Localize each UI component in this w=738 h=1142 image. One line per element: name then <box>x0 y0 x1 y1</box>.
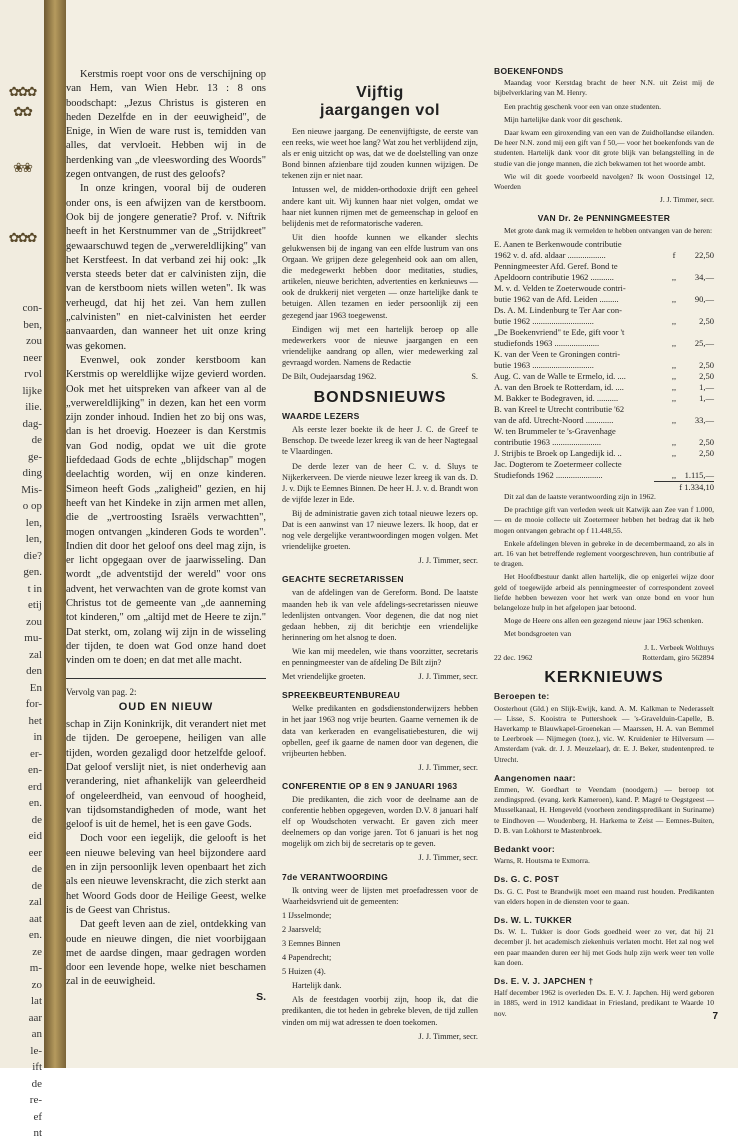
subheading: 7de VERANTWOORDING <box>282 871 388 882</box>
subheading: VAN Dr. 2e PENNINGMEESTER <box>537 213 671 224</box>
ledger-currency: ,, <box>671 392 677 403</box>
word-fragment: lat <box>31 995 42 1007</box>
ledger-amount: 2,50 <box>699 315 714 326</box>
signature-date: De Bilt, Oudejaarsdag 1962. <box>282 371 377 381</box>
ledger-currency: ,, <box>671 381 677 392</box>
paragraph: Dit zal dan de laatste verantwoording zijn in 1962. <box>504 492 656 502</box>
word-fragment: erd <box>27 780 42 793</box>
signature: J. J. Timmer, secr. <box>659 195 714 205</box>
word-fragment: ding <box>22 467 42 479</box>
word-fragment: aat <box>29 912 42 925</box>
ledger-amount <box>680 459 714 470</box>
word-fragment: neer <box>23 351 42 364</box>
ledger-description: butie 1962 van de Afd. Leiden ......... <box>494 293 619 304</box>
subheading: Aangenomen naar: <box>494 772 576 783</box>
word-fragment: den <box>26 665 42 677</box>
ledger-amount <box>680 305 714 316</box>
word-fragment: het <box>28 714 42 727</box>
ledger-description: E. Aanen te Berkenwoude contributie <box>494 238 622 249</box>
paragraph: Moge de Heere ons allen een gezegend nieuw jaar 1963 schenken. <box>504 616 704 626</box>
word-fragment: len, <box>25 533 42 545</box>
word-fragment: re- <box>29 1094 42 1106</box>
ledger-description: Penningmeester Afd. Geref. Bond te <box>494 260 618 271</box>
table-row <box>494 470 714 481</box>
ledger-description: Apeldoorn contributie 1962 ........... <box>494 271 614 282</box>
word-fragment: ift <box>32 1061 42 1073</box>
ledger-description: Studiefonds 1962 ...................... <box>494 469 603 480</box>
ledger-currency <box>668 459 680 470</box>
ledger-currency <box>668 404 680 415</box>
word-fragment: eer <box>28 846 42 859</box>
ledger-description: Aug. C. van de Walle te Ermelo, id. .... <box>494 370 626 381</box>
paragraph: van de afdelingen van de Gereform. Bond. De laatste maanden heb ik van vele afdelings-secretarissen nieuwe ledenlijsten ontvangen. Voor degenen, die dat nog niet gedaan hebben, zij dit berichtje een vriendelijke herinnering om het alsnog te doen. <box>282 588 478 642</box>
ornament-icon: ✿✿✿ <box>8 84 36 99</box>
word-fragment: lijke <box>22 384 42 397</box>
paragraph: Wie kan mij meedelen, wie thans voorzitter, secretaris en penningmeester van de afdeling De Bilt zijn? <box>282 646 478 668</box>
ledger-currency: ,, <box>671 315 677 326</box>
paragraph: Emmen, W. Goedhart te Veendam (noodgem.) — beroep tot zendingspred. (evang. kerk Kameroen), kand. P. Magré te Oegstgeest — Musselkanaal, H. Hengeveld (voorheen zendingspredikant in Suriname) te Eindhoven — Woudenberg, H. Harkema te Zeist — Eemnes-Buiten, D. B. van Lokhorst te Mastenbroek. <box>494 784 714 835</box>
ledger-description: 1962 v. d. afd. aldaar .................. <box>494 249 606 260</box>
paragraph: Bij de administratie gaven zich totaal nieuwe lezers op. Dat is een aanwinst van 17 nieuwe lezers. Ik hoop, dat er nog vele dergelijke verantwoordingen mogen volgen. Met vriendelijke groeten. <box>282 508 478 552</box>
ledger-amount: 2,50 <box>699 359 714 370</box>
word-fragment: Mis- <box>21 483 42 496</box>
column-boekenfonds-kerknieuws <box>494 64 714 1022</box>
ledger-amount <box>680 349 714 360</box>
table-row <box>494 459 714 470</box>
paragraph: Ik ontving weer de lijsten met proefadressen voor de Waarheidsvriend uit de gemeenten: <box>282 885 478 906</box>
table-row <box>494 448 714 459</box>
word-fragment: ilie. <box>25 401 42 413</box>
word-fragment: zal <box>29 896 42 908</box>
ledger-amount: 25,— <box>694 337 714 348</box>
ledger-currency <box>668 239 680 250</box>
ledger-amount: 1.115,— <box>684 469 714 480</box>
ledger-currency <box>668 305 680 316</box>
word-fragment: de <box>31 1077 42 1090</box>
ledger-amount <box>680 404 714 415</box>
signature-name: S. <box>471 371 478 381</box>
ledger-amount <box>680 239 714 250</box>
ledger-currency: ,, <box>671 436 677 447</box>
word-fragment: dag- <box>22 417 42 430</box>
table-row <box>494 371 714 382</box>
word-fragment: de <box>31 434 42 446</box>
paragraph: De prachtige gift van verleden week uit Katwijk aan Zee van f 1.000,— en de mooie collecte uit Zoetermeer hebben het bedrag dat ik heb mogen ontvangen gebracht op f 11.448,55. <box>494 505 714 535</box>
ledger-description: K. van der Veen te Groningen contri- <box>494 348 621 359</box>
ornament-icon: ✿✿✿ <box>8 230 36 245</box>
word-fragment: rvol <box>24 368 42 380</box>
list-item: 4 Papendrecht; <box>282 953 332 963</box>
subheading: WAARDE LEZERS <box>282 411 360 422</box>
ledger-description: Jac. Dogterom te Zoetermeer collecte <box>494 458 622 469</box>
previous-page-edge <box>0 0 45 1139</box>
signature-name: J. J. Timmer, secr. <box>418 672 478 682</box>
paragraph: Uit dien hoofde kunnen we elkander slechts gelukwensen bij de ingang van een elfde lustrum van ons Orgaan. We grijpen deze gelegenheid ook aan om allen, die medegewerkt hebben door meditaties, studies, artikelen, nieuwe berichten, advertenties en kerknieuws — ook de drukkerij niet vergeten — onze hartelijke dank te betuigen. Allen tezamen en ieder persoonlijk zij een gezegend jaar 1963 toegewenst. <box>282 232 478 320</box>
word-fragment: etij <box>27 599 42 611</box>
ledger-description: J. Strijbis te Broek op Langedijk id. .. <box>494 447 622 458</box>
subheading: CONFERENTIE OP 8 EN 9 JANUARI 1963 <box>282 780 458 791</box>
table-row <box>494 404 714 415</box>
list-item: 1 IJsselmonde; <box>282 910 332 920</box>
ledger-currency: ,, <box>671 414 677 425</box>
paragraph: Intussen wel, de midden-orthodoxie drijft een geheel andere kant uit. Wij kunnen haar niet volgen, omdat we haar niet kunnen rijmen met de gemeenschap in geloof en belijdenis met de reformatorische vaderen. <box>282 185 478 228</box>
paragraph: Warns, R. Houtsma te Exmorra. <box>494 856 590 866</box>
ledger-amount <box>680 283 714 294</box>
ledger-total: f 1.334,10 <box>654 481 714 492</box>
signature-address: Rotterdam, giro 562894 <box>642 652 714 662</box>
subheading: SPREEKBEURTENBUREAU <box>282 690 401 701</box>
word-fragment: le- <box>30 1044 42 1057</box>
ledger-currency: ,, <box>671 469 677 480</box>
word-fragment: En <box>29 681 42 694</box>
word-fragment: de <box>31 879 42 892</box>
column-bondsnieuws <box>282 64 478 1045</box>
paragraph: Maandag voor Kerstdag bracht de heer N.N. uit Zeist mij de bijbelverklaring van M. Henry. <box>494 78 714 98</box>
paragraph: Mijn hartelijke dank voor dit geschenk. <box>504 114 623 124</box>
subheading: Ds. W. L. TUKKER <box>494 914 572 925</box>
signature-row <box>494 653 714 663</box>
paragraph: Als de feestdagen voorbij zijn, hoop ik, dat die predikanten, die tot heden in gebreke bleven, de tijd zullen vinden om mij wat adressen te doen toekomen. <box>282 995 478 1027</box>
ledger-currency: f <box>672 249 676 260</box>
table-row <box>494 305 714 316</box>
ledger-amount: 2,50 <box>699 370 714 381</box>
kerknieuws-heading: KERKNIEUWS <box>544 669 664 687</box>
column-kerstmis <box>66 68 266 1004</box>
table-row <box>494 415 714 426</box>
signature-row <box>282 671 478 682</box>
ledger-currency <box>668 426 680 437</box>
ledger-currency: ,, <box>671 447 677 458</box>
table-row <box>494 327 714 338</box>
ledger-currency <box>668 283 680 294</box>
paragraph: Wie wil dit goede voorbeeld navolgen? Ik woon Oostsingel 12, Woerden <box>494 171 714 192</box>
subheading: Beroepen te: <box>494 691 550 702</box>
ornament-icon: ❀❀ <box>13 160 31 175</box>
subheading: Bedankt voor: <box>494 843 556 854</box>
subheading: BOEKENFONDS <box>494 66 564 76</box>
signature: J. J. Timmer, secr. <box>418 1031 478 1041</box>
word-fragment: gen. <box>23 566 42 578</box>
ledger-description: M. v. d. Velden te Zoeterwoude contri- <box>494 282 626 293</box>
ledger-description: B. van Kreel te Utrecht contributie '62 <box>494 403 625 414</box>
signature: J. L. Verbeek Wolthuys <box>644 642 714 652</box>
ledger-description: W. ten Brummeler te 's-Gravenhage <box>494 425 616 436</box>
ledger-amount: 2,50 <box>699 447 714 458</box>
word-fragment: ef <box>33 1110 42 1123</box>
bondsnieuws-heading: BONDSNIEUWS <box>313 389 447 407</box>
oud-en-nieuw-heading: OUD EN NIEUW <box>118 700 214 713</box>
list-item: 3 Eemnes Binnen <box>282 939 341 948</box>
word-fragment: m- <box>29 962 42 974</box>
ledger-amount: 33,— <box>694 414 714 425</box>
word-fragment: zou <box>26 335 42 347</box>
paragraph: Als eerste lezer boekte ik de heer J. C. de Greef te Benschop. De tweede lezer kreeg ik van de heer Nagtegaal te Vlaardingen. <box>282 425 478 457</box>
paragraph: Ds. G. C. Post te Brandwijk moet een maand rust houden. Predikanten van elders hopen in de diensten voor te gaan. <box>494 886 714 906</box>
word-fragment: ben, <box>23 318 42 331</box>
paragraph: Dat geeft leven aan de ziel, ontdekking van oude en nieuwe dingen, die niet voorbijgaan met de aardse dingen, maar gedragen worden door een levende hope, welke niet beschamen zal in de eeuwigheid. <box>66 919 266 988</box>
word-fragment: ze <box>32 945 42 958</box>
word-fragment: de <box>31 863 42 875</box>
table-row <box>494 272 714 283</box>
table-row <box>494 316 714 327</box>
ledger-description: Ds. A. M. Lindenburg te Ter Aar con- <box>494 304 622 315</box>
word-fragment: zal <box>29 648 42 661</box>
ledger-amount: 2,50 <box>699 436 714 447</box>
paragraph: Met grote dank mag ik vermelden te hebben ontvangen van de heren: <box>504 225 713 235</box>
ornament-icon: ✿✿ <box>13 104 31 119</box>
subheading: GEACHTE SECRETARISSEN <box>282 574 404 585</box>
paragraph: Evenwel, ook zonder kerstboom kan Kerstmis op wereldlijke wijze gevierd worden. Ook met het uitspreken van afkeer van al de „verwereldlijking" in dezen, kan het een vorm zijn zonder inhoud. Indien het zo bij ons was, dan is het droevig. Hoezeer is dan Kerstmis van God nodig, opdat we uit die grote liefdedaad Gods de echte „blijdschap" mogen deelachtig worden, wij en onze kinderen. Simeon heeft Gods „zaligheid" gezien, en hij heeft van het Kindeke in zijn armen met allen, die de „vertroosting Israëls verwachtten", mogen ontvangen „kinderen Gods te worden". Indien dit door het geloof ons deel mag zijn, is er licht opgegaan over de jaarwisseling. Dan wordt „de adventstijd der wereld" voor ons advent, het verwachten van de grote komst van Christus tot de gemeente van „de aanneming tot kinderen," om „altijd met de Heere te zijn." Dat sterkt, om, zolang wij zijn in de wisseling der tijden, te doen wat God onze hand doet vinden om te doen; en dat met alle macht. <box>66 354 266 667</box>
ledger-currency: ,, <box>671 370 677 381</box>
table-row <box>494 294 714 305</box>
table-row <box>494 349 714 360</box>
word-fragment: len, <box>25 516 42 529</box>
paragraph: Een nieuwe jaargang. De eenenvijftigste, de eerste van een reeks, wie weet hoe lang? Wat zou het verblijdend zijn, als er enig uitzicht op was, dat we de doelstelling van onze Bond binnen afzienbare tijd zouden kunnen wijzigen. De tekenen zijn er niet naar. <box>282 127 478 181</box>
ledger-currency: ,, <box>671 293 677 304</box>
paragraph: Welke predikanten en godsdienstonderwijzers hebben in het jaar 1963 nog vrije beurten. Gaarne vernemen ik de data van kerkeraden en evangelisatiebesturen, die wij opbellen, geef ik gaarne de namen door van degenen, die vrijbeurten hebben. <box>282 704 478 758</box>
ledger-amount: 34,— <box>694 271 714 282</box>
ledger-description: contributie 1963 ....................... <box>494 436 601 447</box>
table-row <box>494 338 714 349</box>
paragraph: Met bondsgroeten van <box>504 629 572 639</box>
word-fragment: de <box>31 813 42 826</box>
word-fragment: mu- <box>24 632 42 644</box>
table-row <box>494 239 714 250</box>
word-fragment: t in <box>27 582 42 595</box>
paragraph: Een prachtig geschenk voor een van onze studenten. <box>504 101 662 111</box>
paragraph: De derde lezer van de heer C. v. d. Sluys te Nijkerkerveen. De vierde nieuwe lezer kreeg ik van ds. D. J. v. Dijk te Eemnes Binnen. De heer H. J. v. d. Brandt won de vijfde lezer in Ede. <box>282 461 478 504</box>
contributions-table <box>494 239 714 481</box>
signature: J. J. Timmer, secr. <box>418 556 478 566</box>
word-fragment: con- <box>22 302 42 314</box>
table-row <box>494 382 714 393</box>
ledger-description: M. Bakker te Bodegraven, id. .......... <box>494 392 619 403</box>
signature-date: 22 dec. 1962 <box>494 652 533 662</box>
paragraph: Half december 1962 is overleden Ds. E. V. J. Japchen. Hij werd geboren in 1885, werd in 1912 kandidaat in Friesland, predikant te Waarde 10 nov. <box>494 988 714 1018</box>
ledger-description: A. van den Broek te Rotterdam, id. .... <box>494 381 624 392</box>
paragraph: Die predikanten, die zich voor de deelname aan de conferentie hebben opgegeven, worden D.V. 8 januari half elf op Woudschoten verwacht. Er gaven zich meer deelnemers op dan vorige jaren. Tot 6 januari is het nog mogelijk om zich bij de secretaris op te geven. <box>282 794 478 849</box>
word-fragment: zo <box>31 978 42 991</box>
ledger-amount: 90,— <box>694 293 714 304</box>
ledger-currency <box>668 261 680 272</box>
word-fragment: en. <box>28 929 42 941</box>
paragraph: Doch voor een iegelijk, die gelooft is het een nieuwe beleving van heel bijzondere aard en in zijn persoonlijk leven openbaart het zich als een nieuwe levenskracht, die zich sterkt aan het Woord Gods door de Heilige Geest, welke is de Geest van Christus. <box>66 833 266 916</box>
list-item: 2 Jaarsveld; <box>282 924 322 934</box>
table-row <box>494 283 714 294</box>
word-fragment: for- <box>25 698 42 710</box>
page-number: 7 <box>712 1011 718 1022</box>
ledger-description: „De Boekenvriend" te Ede, gift voor 't <box>494 326 625 337</box>
signature-row <box>282 371 478 382</box>
subheading: Ds. G. C. POST <box>494 874 560 885</box>
ledger-amount: 1,— <box>699 392 714 403</box>
table-row <box>494 437 714 448</box>
ledger-description: van de afd. Utrecht-Noord ............. <box>494 414 614 425</box>
word-fragment: eid <box>28 830 42 842</box>
signature-greeting: Met vriendelijke groeten. <box>282 672 366 682</box>
word-fragment: die? <box>23 549 42 562</box>
page-gutter <box>44 0 66 1068</box>
word-fragment: zou <box>26 615 42 628</box>
ledger-currency <box>668 327 680 338</box>
ledger-currency <box>668 349 680 360</box>
paragraph: schap in Zijn Koninkrijk, dit verandert niet met de tijden. De geroepene, heiligen van alle tijden, worden gezaligd door hetzelfde geloof. Dat geloof verslijt niet, is niet onderhevig aan verandering, niet afhankelijk van geleerdheid of ongeleerdheid, van eenvoud of hoogheid, van tijdsomstandigheden of mode, want het geloof is uit de hemel, het is een gave Gods. <box>66 719 266 831</box>
ledger-currency: ,, <box>671 271 677 282</box>
paragraph: Eindigen wij met een hartelijk beroep op alle medewerkers voor de nieuwe jaargangen en een vriendelijke aandrang op allen, wier medewerking zal gevraagd worden. Namens de Redactie <box>282 324 478 367</box>
paragraph: Kerstmis roept voor ons de verschijning op van Hem, van Wien Hebr. 13 : 8 ons boodschapt: „Jezus Christus is gisteren en heden Dezelfde en in der eeuwigheid", de Enige, in Wien de ware rust is, temidden van alles, dat vervloeit. Hebben wij in de herdenking van „de vleeswording des Woords" zegen ontvangen, de rust des geloofs? <box>66 69 266 181</box>
table-row <box>494 261 714 272</box>
word-fragment: er- <box>30 747 42 760</box>
signature: S. <box>256 990 266 1003</box>
word-fragment: nt <box>33 1127 42 1139</box>
signature: J. J. Timmer, secr. <box>418 853 478 863</box>
paragraph: Oosterhout (Gld.) en Slijk-Ewijk, kand. A. M. Kalkman te Nederasselt — Lisse, S. Kooistra te Puttershoek — 's-Gravelduin-Capelle, B. Haverkamp te Blauwkapel-Groenekan — Maarssen, H. A. van Bemmel te Leerbroek — Nijmegen (toez.), vic. W. Kruidenier te Hilversum — Amsterdam (vak. dr. J. J. Meuzelaar), dr. E. J. Beker, studentenpred. te Utrecht. <box>494 703 714 764</box>
ledger-amount <box>680 426 714 437</box>
word-fragment: ge- <box>27 450 42 463</box>
vijftig-heading-line-1: Vijftig <box>356 84 404 101</box>
vijftig-heading-line-2: jaargangen vol <box>320 102 440 119</box>
ledger-amount <box>680 327 714 338</box>
table-row <box>494 360 714 371</box>
ledger-description: butie 1962 ............................. <box>494 315 594 326</box>
paragraph: Daar kwam een giroxending van een van de Zuidhollandse eilanden. De heer N.N. zond mij een gift van f 50,— voor het boekenfonds van de studenten. Hartelijk dank voor dit grote blijk van belangstelling in de studie van die jonge mannen, die zich bekwamen tot het woorde ambt. <box>494 128 714 168</box>
subheading: Ds. E. V. J. JAPCHEN † <box>494 975 594 986</box>
word-fragment: en. <box>28 797 42 809</box>
word-fragment: o op <box>22 500 42 512</box>
word-fragment: an <box>31 1028 42 1040</box>
ledger-description: butie 1963 ............................. <box>494 359 594 370</box>
ledger-amount <box>680 261 714 272</box>
table-row <box>494 250 714 261</box>
paragraph: Enkele afdelingen bleven in gebreke in de decembermaand, zo als in art. 16 van het betreffende reglement voorgeschreven, hun contributie af te dragen. <box>494 538 714 569</box>
paragraph: Ds. W. L. Tukker is door Gods goedheid weer zo ver, dat hij 21 december jl. het academisch ziekenhuis verlaten mocht. Het zal nog wel een paar maanden duren eer hij met Gods hulp zijn werk weer ten volle kan doen. <box>494 927 714 967</box>
paragraph: Het Hoofdbestuur dankt allen hartelijk, die op enigerlei wijze door geld of toegewijde arbeid als penningmeester of correspondent zoveel liefde hebben bewezen voor het werk van onze bond en voor hun belangeloze hulp in het afgelopen jaar betoond. <box>494 572 714 613</box>
paragraph: In onze kringen, vooral bij de ouderen onder ons, is een afwijzen van de kerstboom. Ook bij de jongere generatie? Prof. v. Niftrik heeft in het Kerstnummer van de „Strijdkreet" gewaarschuwd tegen de „verwereldlijking" van het Kerstfeest. In dat verband zei hij ook: „Ik versta steeds beter dat er calvinisten zijn, die van de kerstboom niets willen weten". Ik was verheugd, dat hij het zei. Van hem zullen „calvinisten" en niet-calvinisten het eerder aanvaarden, dan wanneer het uit onze kring was gekomen. <box>66 183 266 352</box>
divider <box>66 678 266 679</box>
signature: J. J. Timmer, secr. <box>418 762 478 772</box>
paragraph: Hartelijk dank. <box>292 981 342 991</box>
previous-page-word-fragments <box>4 300 42 1142</box>
ledger-currency: ,, <box>671 337 677 348</box>
word-fragment: aar <box>28 1011 42 1024</box>
word-fragment: en- <box>27 764 42 776</box>
ledger-amount: 1,— <box>699 381 714 392</box>
list-item: 5 Huizen (4). <box>282 967 326 977</box>
word-fragment: in <box>33 731 42 743</box>
table-row <box>494 393 714 404</box>
continuation-note: Vervolg van pag. 2: <box>66 687 137 698</box>
ledger-description: studiefonds 1963 ..................... <box>494 337 600 348</box>
ledger-amount: 22,50 <box>694 249 714 260</box>
ledger-currency: ,, <box>671 359 677 370</box>
table-row <box>494 426 714 437</box>
